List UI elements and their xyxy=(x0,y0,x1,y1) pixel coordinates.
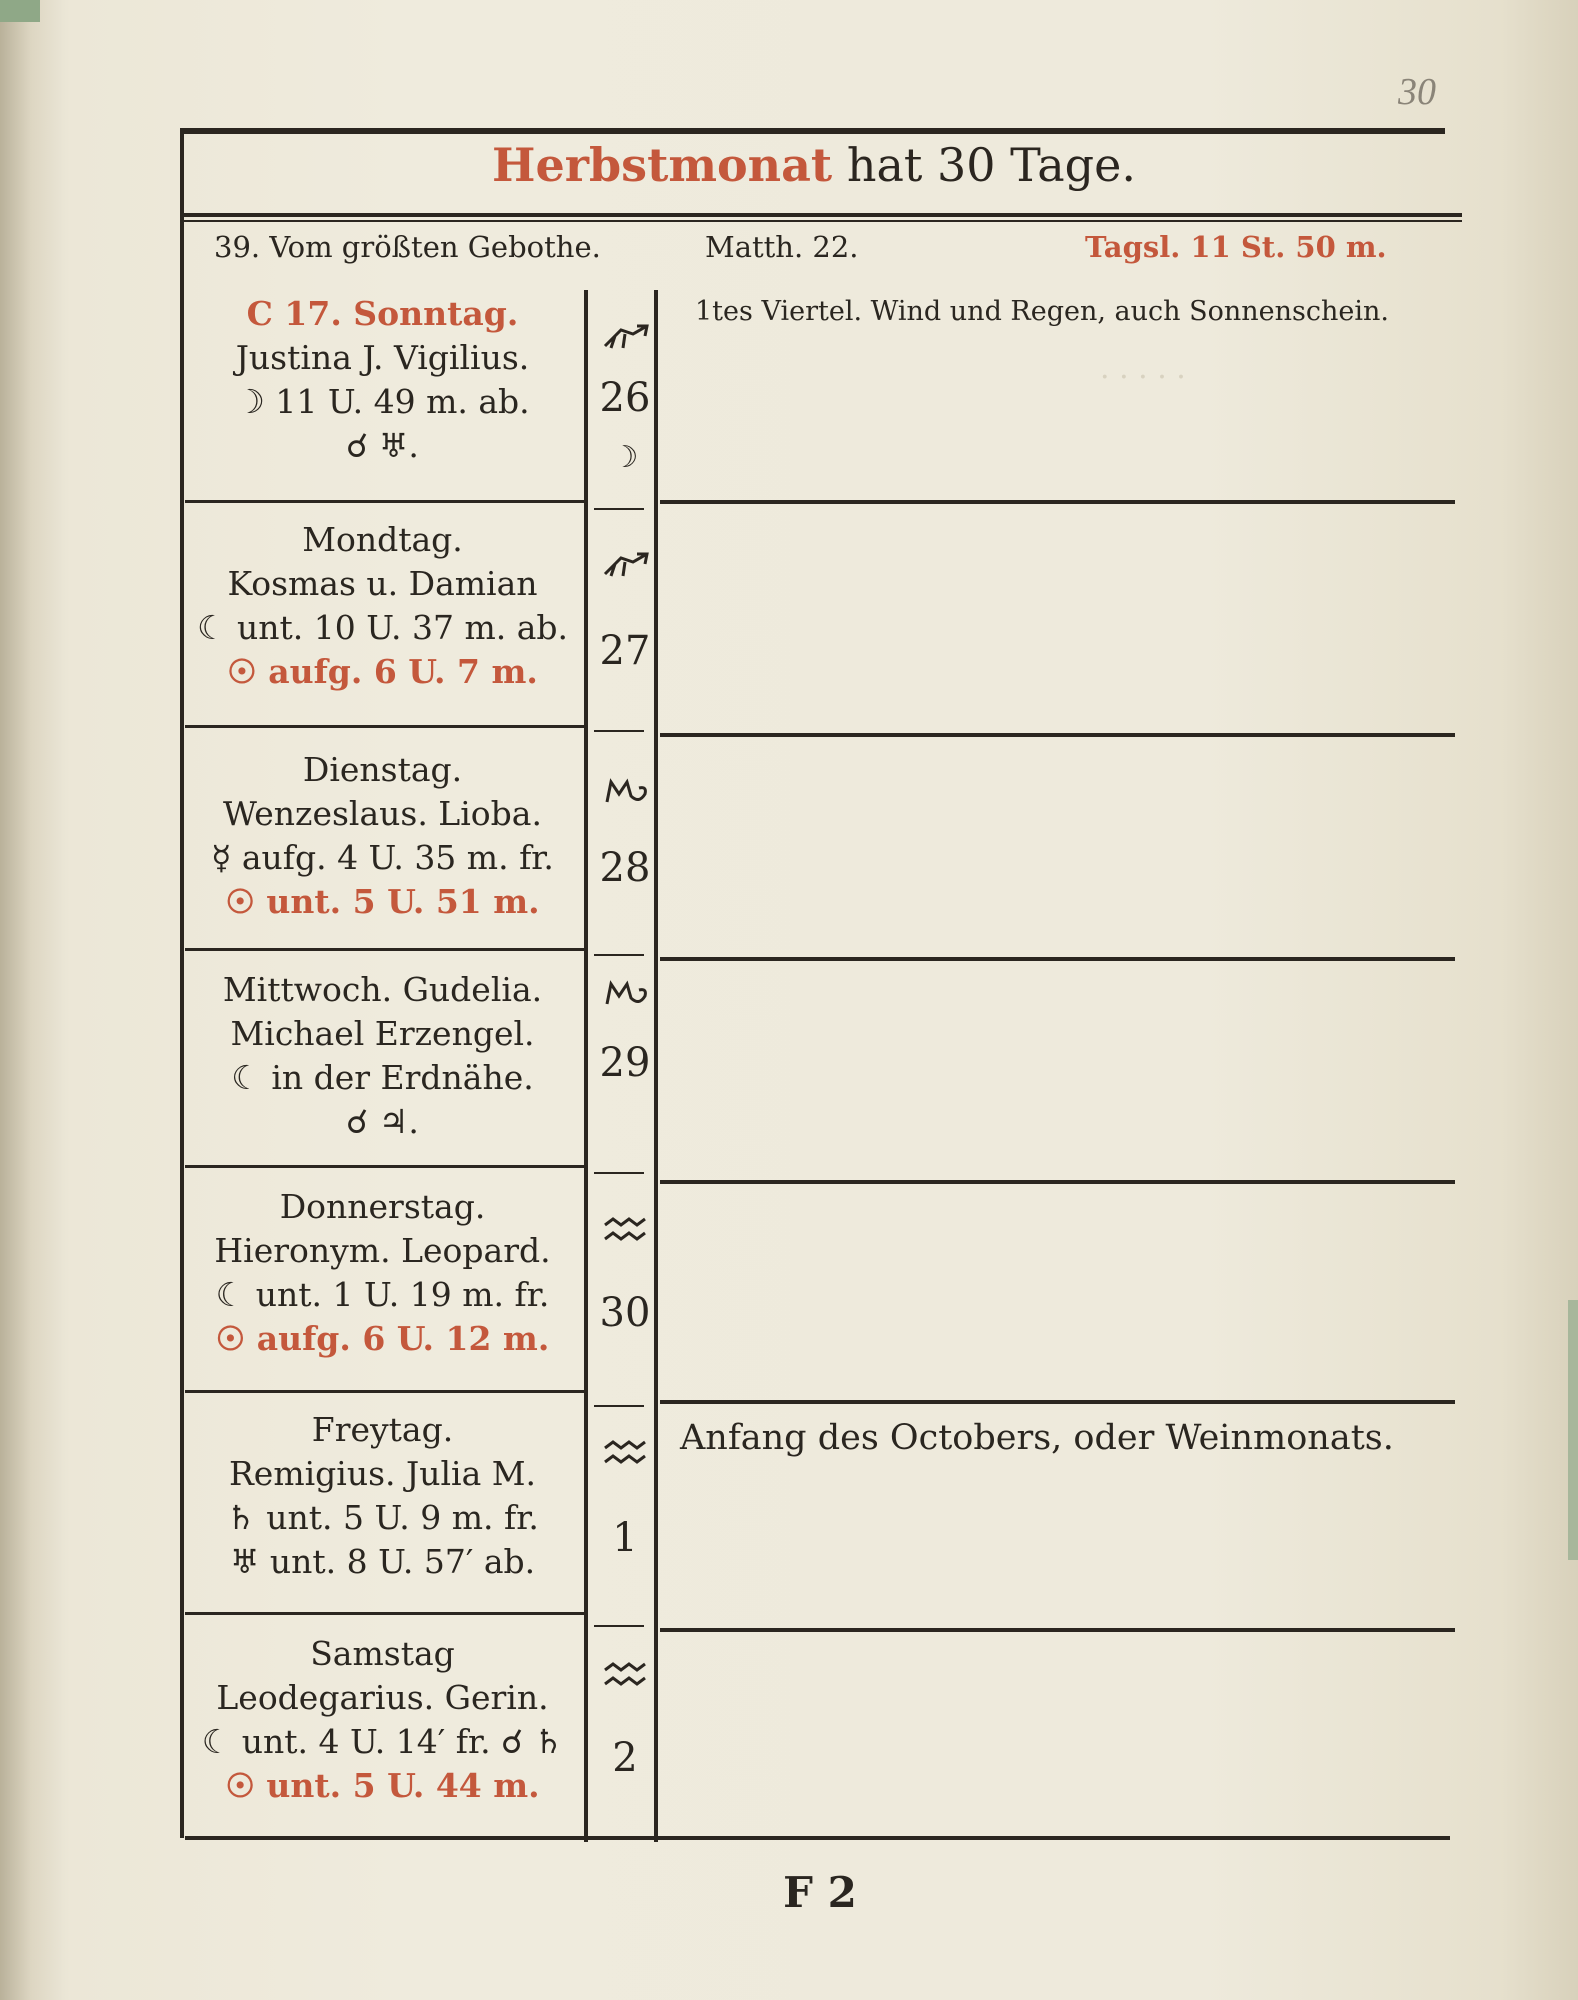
day-line: ♄ unt. 5 U. 9 m. fr. xyxy=(226,1498,539,1537)
book-spine xyxy=(0,0,62,2000)
day-line: Justina J. Vigilius. xyxy=(235,338,530,377)
day-line: Kosmas u. Damian xyxy=(227,564,538,603)
capricorn-icon xyxy=(601,776,651,806)
day-entry-saturday xyxy=(185,1632,580,1808)
bottom-rule xyxy=(185,1836,1450,1840)
date-number: 28 xyxy=(599,845,651,891)
weather-note: 1tes Viertel. Wind und Regen, auch Sonnenschein. xyxy=(695,296,1389,327)
day-entry-tuesday xyxy=(185,748,580,924)
day-line: Dienstag. xyxy=(302,750,463,789)
row-rule xyxy=(185,725,585,728)
day-line: Michael Erzengel. xyxy=(230,1014,535,1053)
page-title xyxy=(180,138,1448,192)
day-line: Hieronym. Leopard. xyxy=(214,1231,551,1270)
day-entry-sunday xyxy=(185,292,580,468)
date-number: 1 xyxy=(612,1515,638,1561)
capricorn-icon xyxy=(601,978,651,1008)
date-rule xyxy=(594,1172,644,1174)
day-line: ☾ in der Erdnähe. xyxy=(231,1058,534,1097)
day-line: ☌ ♃. xyxy=(346,1102,419,1141)
header-reference: Matth. 22. xyxy=(705,230,859,264)
row-rule xyxy=(185,948,585,951)
title-rule-1 xyxy=(180,213,1462,217)
date-number: 29 xyxy=(599,1040,651,1086)
row-rule xyxy=(185,1390,585,1393)
row-rule xyxy=(185,500,585,503)
date-rule xyxy=(594,1405,644,1407)
day-entry-thursday xyxy=(185,1185,580,1361)
title-rule-2 xyxy=(180,220,1462,222)
title-rest: hat 30 Tage. xyxy=(846,138,1136,192)
binding-edge xyxy=(1568,1300,1578,1560)
day-line: ☌ ♅. xyxy=(346,426,419,465)
day-line: Mondtag. xyxy=(302,520,463,559)
row-rule xyxy=(660,1180,1455,1184)
day-line: Wenzeslaus. Lioba. xyxy=(223,794,542,833)
row-rule xyxy=(660,1400,1455,1404)
date-rule xyxy=(594,954,644,956)
signature-mark: F 2 xyxy=(783,1868,857,1917)
day-line: ☉ unt. 5 U. 51 m. xyxy=(225,882,540,921)
day-entry-monday xyxy=(185,518,580,694)
day-line: ☾ unt. 1 U. 19 m. fr. xyxy=(215,1275,550,1314)
sagittarius-icon xyxy=(601,322,651,352)
day-line: ☽ 11 U. 49 m. ab. xyxy=(235,382,530,421)
header-daylength: Tagsl. 11 St. 50 m. xyxy=(1085,230,1387,264)
date-rule xyxy=(594,508,644,510)
day-line: ☉ aufg. 6 U. 12 m. xyxy=(215,1319,550,1358)
day-line: Remigius. Julia M. xyxy=(228,1454,537,1493)
row-rule xyxy=(185,1612,585,1615)
row-rule xyxy=(660,1628,1455,1632)
left-rule xyxy=(180,128,184,1838)
day-line: ☿ aufg. 4 U. 35 m. fr. xyxy=(211,838,554,877)
day-line: Donnerstag. xyxy=(279,1187,486,1226)
date-rule xyxy=(594,1625,644,1627)
top-rule xyxy=(180,128,1445,134)
aquarius-icon xyxy=(601,1660,651,1690)
day-entry-wednesday xyxy=(185,968,580,1144)
date-number: 30 xyxy=(599,1290,651,1336)
day-line: ☾ unt. 10 U. 37 m. ab. xyxy=(196,608,569,647)
row-rule xyxy=(660,733,1455,737)
date-rule xyxy=(594,730,644,732)
header-gospel: 39. Vom größten Gebothe. xyxy=(214,230,601,264)
day-line: ♅ unt. 8 U. 57′ ab. xyxy=(229,1542,536,1581)
day-line: Samstag xyxy=(310,1634,455,1673)
row-rule xyxy=(660,957,1455,961)
month-name: Herbstmonat xyxy=(492,138,833,192)
day-line: Mittwoch. Gudelia. xyxy=(222,970,543,1009)
binding-tab xyxy=(0,0,40,22)
date-number: 26 xyxy=(599,375,651,421)
row-rule xyxy=(185,1165,585,1168)
day-line: ☾ unt. 4 U. 14′ fr. ☌ ♄ xyxy=(201,1722,564,1761)
day-line: ☉ aufg. 6 U. 7 m. xyxy=(227,652,538,691)
page-number: 30 xyxy=(1398,71,1436,113)
aquarius-icon xyxy=(601,1215,651,1245)
october-note: Anfang des Octobers, oder Weinmonats. xyxy=(680,1418,1394,1458)
moon-phase-symbol: ☽ xyxy=(611,440,639,475)
aquarius-icon xyxy=(601,1438,651,1468)
date-number: 27 xyxy=(599,628,651,674)
day-line: Freytag. xyxy=(311,1410,454,1449)
day-line: Leodegarius. Gerin. xyxy=(216,1678,549,1717)
sagittarius-icon xyxy=(601,550,651,580)
row-rule xyxy=(660,500,1455,504)
day-line: ☉ unt. 5 U. 44 m. xyxy=(225,1766,540,1805)
date-number: 2 xyxy=(612,1735,638,1781)
day-entry-friday xyxy=(185,1408,580,1584)
show-through-text: · · · · · xyxy=(1100,360,1186,395)
day-line: C 17. Sonntag. xyxy=(246,294,519,333)
